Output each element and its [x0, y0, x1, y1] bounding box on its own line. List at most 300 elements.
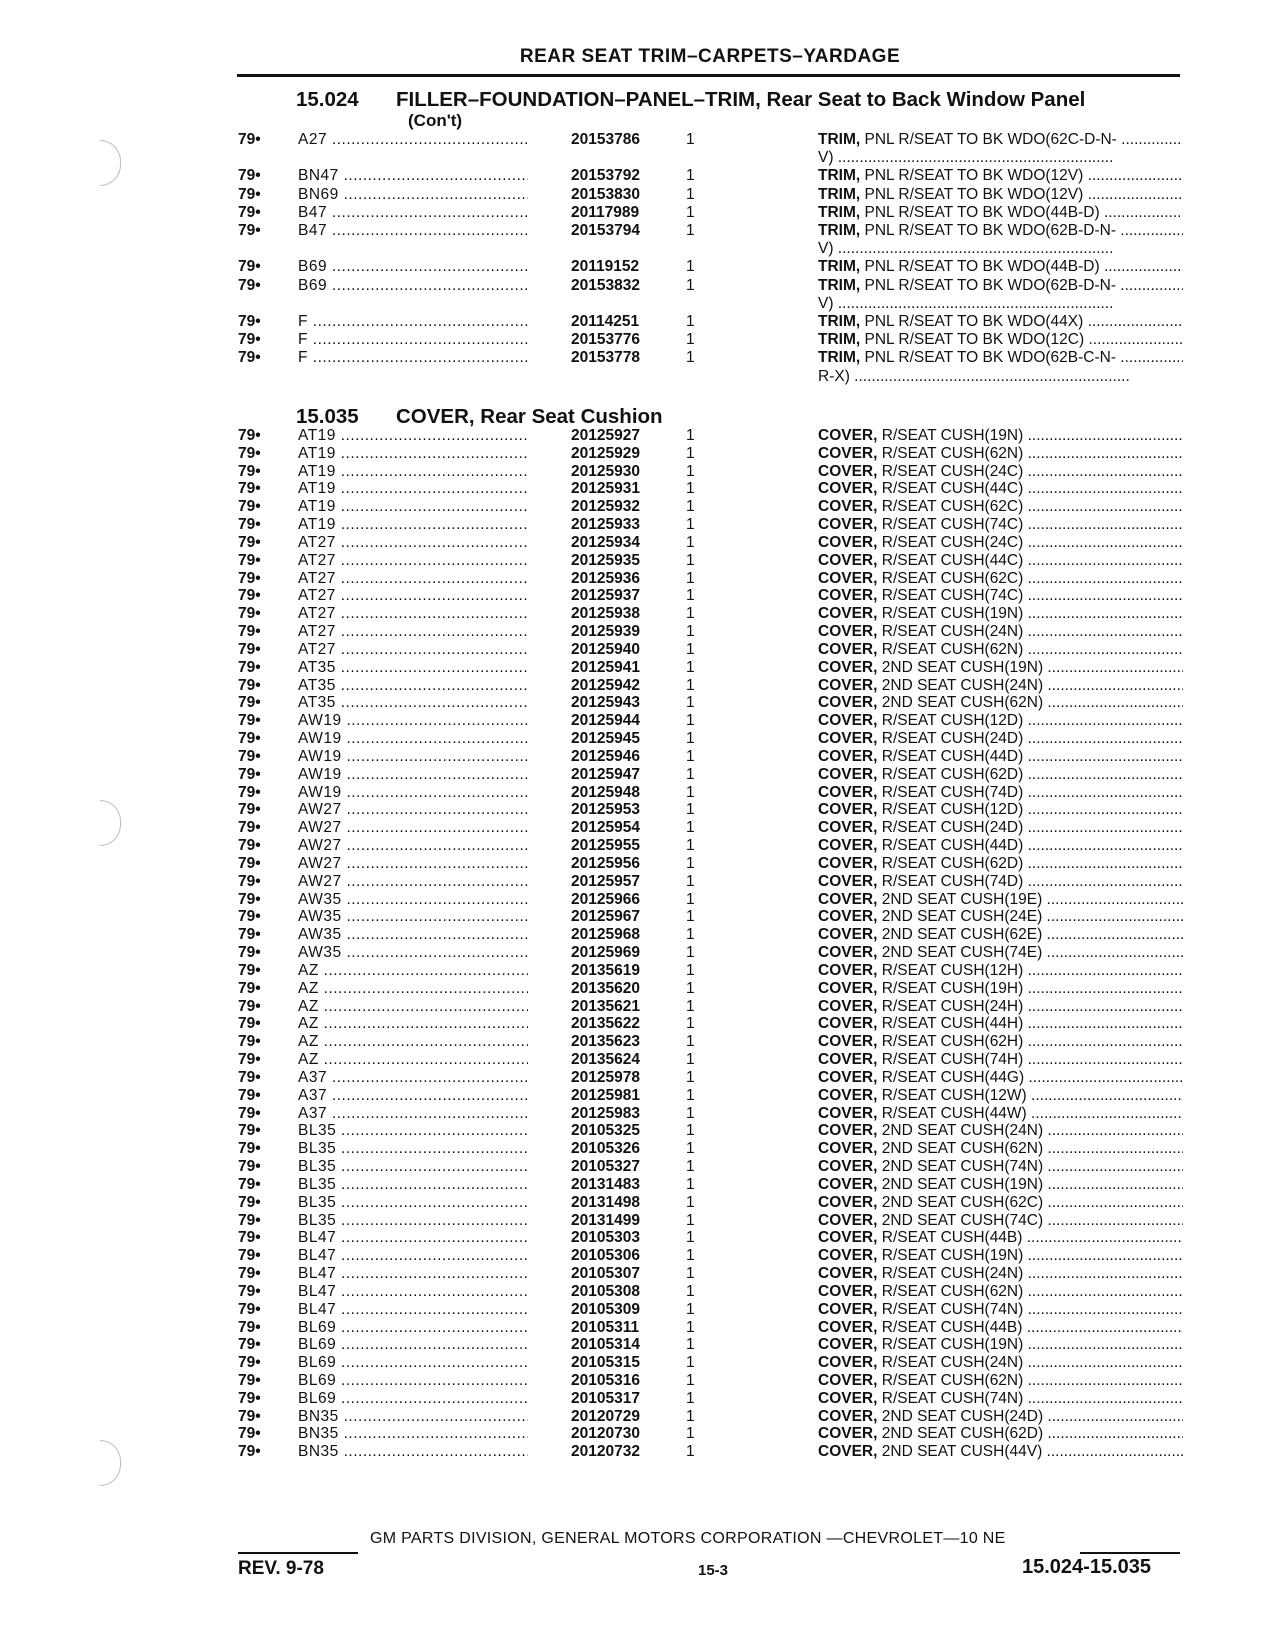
table-row — [238, 480, 1183, 498]
description-text: 2ND SEAT CUSH(19E) — [881, 890, 1043, 908]
table-row — [238, 944, 1183, 962]
part-number: 20125956 — [571, 854, 640, 872]
body-code: AW19 ..... — [298, 712, 528, 730]
description — [818, 1425, 1183, 1443]
figure-number: 79• — [238, 1086, 261, 1104]
description — [818, 534, 1183, 552]
description-text: PNL R/SEAT TO BK WDO(44B-D) — [864, 203, 1100, 221]
table-row — [238, 349, 1183, 367]
quantity: 1 — [686, 1425, 695, 1443]
description-noun: COVER, — [818, 1158, 878, 1176]
body-code: AT35 ..... — [298, 694, 528, 712]
quantity: 1 — [686, 222, 695, 239]
figure-number: 79• — [238, 1265, 261, 1282]
table-row — [238, 1087, 1183, 1105]
description-text: R/SEAT CUSH(44B) — [881, 1318, 1023, 1336]
body-code: A37 ..... — [298, 1105, 528, 1123]
description-text: R/SEAT CUSH(44C) — [881, 551, 1024, 569]
body-code: AT27 ..... — [298, 641, 528, 659]
figure-number: 79• — [238, 640, 261, 658]
table-row — [238, 623, 1183, 641]
part-number: 20135620 — [571, 979, 640, 997]
description — [818, 1354, 1183, 1372]
body-code: BL35 ..... — [298, 1122, 528, 1140]
figure-number: 79• — [238, 908, 261, 926]
figure-number: 79• — [238, 258, 261, 276]
description-text: R/SEAT CUSH(24N) — [881, 1265, 1024, 1282]
description-noun: COVER, — [818, 480, 878, 498]
description — [818, 1069, 1183, 1087]
table-row — [238, 1443, 1183, 1461]
figure-number: 79• — [238, 222, 261, 239]
part-number: 20153832 — [571, 276, 640, 294]
table-row — [238, 766, 1183, 784]
description-text: 2ND SEAT CUSH(24N) — [881, 676, 1044, 694]
quantity: 1 — [686, 819, 695, 837]
description-text: PNL R/SEAT TO BK WDO(62B-C-N- — [864, 349, 1116, 367]
description — [818, 516, 1183, 534]
description-noun: COVER, — [818, 961, 878, 979]
part-number: 20105326 — [571, 1140, 640, 1158]
table-row — [238, 998, 1183, 1016]
description — [818, 1158, 1183, 1176]
body-code: BL69 ..... — [298, 1354, 528, 1372]
description-noun: COVER, — [818, 926, 878, 944]
quantity: 1 — [686, 349, 695, 367]
table-row — [238, 1140, 1183, 1158]
quantity: 1 — [686, 533, 695, 551]
section-heading — [296, 88, 1085, 112]
figure-number: 79• — [238, 427, 261, 444]
description — [818, 730, 1183, 748]
section-number: 15.024 — [296, 88, 359, 111]
part-number: 20125942 — [571, 676, 640, 694]
description — [818, 891, 1183, 909]
description-noun: COVER, — [818, 1033, 878, 1051]
table-row — [238, 1122, 1183, 1140]
figure-number: 79• — [238, 1318, 261, 1336]
description-noun: COVER, — [818, 516, 878, 534]
part-number: 20125936 — [571, 569, 640, 587]
figure-number: 79• — [238, 480, 261, 498]
body-code: AZ ..... — [298, 1051, 528, 1069]
description-text: R/SEAT CUSH(62D) — [881, 765, 1024, 783]
description-text: R/SEAT CUSH(44W) — [881, 1104, 1027, 1122]
table-row — [238, 186, 1183, 204]
quantity: 1 — [686, 730, 695, 748]
part-number: 20125940 — [571, 640, 640, 658]
table-row — [238, 677, 1183, 695]
table-row — [238, 427, 1183, 445]
part-number: 20135624 — [571, 1051, 640, 1069]
body-code: AW27 ..... — [298, 837, 528, 855]
description-noun: TRIM, — [818, 349, 861, 367]
description-noun: COVER, — [818, 1015, 878, 1033]
body-code: AT35 ..... — [298, 677, 528, 695]
part-number: 20153792 — [571, 167, 640, 185]
table-row — [238, 204, 1183, 222]
description — [818, 641, 1183, 659]
description-text: R/SEAT CUSH(24N) — [881, 1354, 1024, 1372]
description-text: 2ND SEAT CUSH(19N) — [881, 1175, 1044, 1193]
description-noun: COVER, — [818, 819, 878, 837]
quantity: 1 — [686, 1247, 695, 1265]
description — [818, 1212, 1183, 1230]
part-number: 20125929 — [571, 444, 640, 462]
description-noun: COVER, — [818, 1265, 878, 1282]
description-text: R/SEAT CUSH(74D) — [881, 872, 1024, 890]
body-code: AW19 ..... — [298, 766, 528, 784]
quantity: 1 — [686, 1104, 695, 1122]
quantity: 1 — [686, 1175, 695, 1193]
table-row — [238, 570, 1183, 588]
description-noun: COVER, — [818, 872, 878, 890]
description-noun: COVER, — [818, 623, 878, 641]
figure-number: 79• — [238, 694, 261, 712]
figure-number: 79• — [238, 623, 261, 641]
figure-number: 79• — [238, 819, 261, 837]
description-text: R/SEAT CUSH(44B) — [881, 1229, 1023, 1247]
quantity: 1 — [686, 427, 695, 444]
description-noun: TRIM, — [818, 131, 861, 148]
description-text: R/SEAT CUSH(12D) — [881, 801, 1024, 819]
body-code: BL35 ..... — [298, 1212, 528, 1230]
description-text: PNL R/SEAT TO BK WDO(62C-D-N- — [864, 131, 1117, 148]
description — [818, 463, 1183, 481]
quantity: 1 — [686, 167, 695, 185]
description-text: R/SEAT CUSH(44C) — [881, 480, 1024, 498]
table-row — [238, 331, 1183, 349]
figure-number: 79• — [238, 551, 261, 569]
description-text: R/SEAT CUSH(62C) — [881, 569, 1024, 587]
table-row — [238, 167, 1183, 185]
body-code: B69 ..... — [298, 277, 528, 295]
part-number: 20125981 — [571, 1086, 640, 1104]
part-number: 20153776 — [571, 331, 640, 349]
description — [818, 349, 1183, 367]
description — [818, 1194, 1183, 1212]
description-noun: COVER, — [818, 1175, 878, 1193]
description-noun: COVER, — [818, 801, 878, 819]
quantity: 1 — [686, 1158, 695, 1176]
figure-number: 79• — [238, 349, 261, 367]
page-title: REAR SEAT TRIM–CARPETS–YARDAGE — [519, 46, 901, 67]
description-text: R/SEAT CUSH(62N) — [881, 444, 1024, 462]
part-number: 20125927 — [571, 427, 640, 444]
description-text: R/SEAT CUSH(24H) — [881, 997, 1024, 1015]
table-row — [238, 659, 1183, 677]
description — [818, 1140, 1183, 1158]
description-noun: COVER, — [818, 533, 878, 551]
description — [818, 1336, 1183, 1354]
section-heading — [296, 405, 663, 429]
quantity: 1 — [686, 783, 695, 801]
body-code: AW27 ..... — [298, 855, 528, 873]
description-noun: COVER, — [818, 1211, 878, 1229]
body-code: BL35 ..... — [298, 1140, 528, 1158]
body-code: AT19 ..... — [298, 498, 528, 516]
quantity: 1 — [686, 1265, 695, 1282]
section-subtitle: (Con't) — [408, 111, 463, 130]
quantity: 1 — [686, 1051, 695, 1069]
description-text: R/SEAT CUSH(19N) — [881, 427, 1024, 444]
description — [818, 677, 1183, 695]
description-noun: COVER, — [818, 908, 878, 926]
figure-number: 79• — [238, 926, 261, 944]
table-row — [238, 131, 1183, 149]
description — [818, 837, 1183, 855]
table-row — [238, 1336, 1183, 1354]
body-code: F ..... — [298, 349, 528, 367]
body-code: AT19 ..... — [298, 463, 528, 481]
quantity: 1 — [686, 926, 695, 944]
description-text: PNL R/SEAT TO BK WDO(44X) — [864, 313, 1084, 330]
figure-number: 79• — [238, 658, 261, 676]
body-code: BN35 ..... — [298, 1443, 528, 1461]
part-number: 20105314 — [571, 1336, 640, 1354]
quantity: 1 — [686, 623, 695, 641]
figure-number: 79• — [238, 1371, 261, 1389]
table-row — [238, 694, 1183, 712]
part-number: 20117989 — [571, 203, 640, 221]
table-row — [238, 712, 1183, 730]
section-range: 15.024-15.035 — [1022, 1556, 1152, 1578]
figure-number: 79• — [238, 1354, 261, 1372]
figure-number: 79• — [238, 185, 261, 203]
table-row — [238, 605, 1183, 623]
description — [818, 1408, 1183, 1426]
figure-number: 79• — [238, 783, 261, 801]
description-text: 2ND SEAT CUSH(24E) — [881, 908, 1043, 926]
body-code: AW27 ..... — [298, 801, 528, 819]
body-code: A37 ..... — [298, 1087, 528, 1105]
part-number: 20105325 — [571, 1122, 640, 1140]
description — [818, 712, 1183, 730]
quantity: 1 — [686, 1371, 695, 1389]
figure-number: 79• — [238, 203, 261, 221]
body-code: BL69 ..... — [298, 1390, 528, 1408]
description — [818, 498, 1183, 516]
description-text: R/SEAT CUSH(74N) — [881, 1300, 1024, 1318]
figure-number: 79• — [238, 837, 261, 855]
table-row — [238, 962, 1183, 980]
description-text: R/SEAT CUSH(74C) — [881, 516, 1024, 534]
description-noun: COVER, — [818, 1247, 878, 1265]
description — [818, 998, 1183, 1016]
part-number: 20153830 — [571, 185, 640, 203]
figure-number: 79• — [238, 498, 261, 516]
figure-number: 79• — [238, 1336, 261, 1354]
part-number: 20105316 — [571, 1371, 640, 1389]
figure-number: 79• — [238, 1051, 261, 1069]
description — [818, 962, 1183, 980]
description — [818, 1051, 1183, 1069]
table-row — [238, 748, 1183, 766]
table-row — [238, 1247, 1183, 1265]
table-row — [238, 891, 1183, 909]
description-text: 2ND SEAT CUSH(74N) — [881, 1158, 1044, 1176]
description-noun: COVER, — [818, 1140, 878, 1158]
description-noun: COVER, — [818, 1336, 878, 1354]
table-row — [238, 313, 1183, 331]
description-text: R/SEAT CUSH(19N) — [881, 605, 1024, 623]
quantity: 1 — [686, 131, 695, 148]
part-number: 20125943 — [571, 694, 640, 712]
figure-number: 79• — [238, 854, 261, 872]
body-code: BN47 ..... — [298, 167, 528, 185]
quantity: 1 — [686, 872, 695, 890]
part-number: 20125966 — [571, 890, 640, 908]
description-noun: COVER, — [818, 1229, 878, 1247]
description — [818, 427, 1183, 445]
figure-number: 79• — [238, 587, 261, 605]
description-text: R/SEAT CUSH(24D) — [881, 819, 1024, 837]
description-noun: COVER, — [818, 1068, 878, 1086]
description — [818, 623, 1183, 641]
part-number: 20125937 — [571, 587, 640, 605]
quantity: 1 — [686, 1229, 695, 1247]
body-code: AZ ..... — [298, 1015, 528, 1033]
revision-label: REV. 9-78 — [238, 1558, 324, 1579]
quantity: 1 — [686, 1122, 695, 1140]
description-text: R/SEAT CUSH(44D) — [881, 747, 1024, 765]
body-code: AW19 ..... — [298, 730, 528, 748]
figure-number: 79• — [238, 131, 261, 148]
description-text: R/SEAT CUSH(12W) — [881, 1086, 1027, 1104]
table-row — [238, 1229, 1183, 1247]
body-code: BL47 ..... — [298, 1283, 528, 1301]
quantity: 1 — [686, 1015, 695, 1033]
part-number: 20125983 — [571, 1104, 640, 1122]
body-code: AW27 ..... — [298, 819, 528, 837]
description-noun: COVER, — [818, 854, 878, 872]
description — [818, 873, 1183, 891]
description-text: R/SEAT CUSH(44G) — [881, 1068, 1025, 1086]
part-number: 20125931 — [571, 480, 640, 498]
description-noun: COVER, — [818, 1122, 878, 1140]
quantity: 1 — [686, 1443, 695, 1461]
description-noun: COVER, — [818, 1318, 878, 1336]
body-code: BL69 ..... — [298, 1372, 528, 1390]
table-row — [238, 1265, 1183, 1283]
description-noun: TRIM, — [818, 222, 861, 239]
description-text: R/SEAT CUSH(62N) — [881, 1371, 1024, 1389]
description-continuation: R-X) ..... — [818, 368, 1183, 386]
body-code: AZ ..... — [298, 962, 528, 980]
figure-number: 79• — [238, 1068, 261, 1086]
description — [818, 1087, 1183, 1105]
description-noun: COVER, — [818, 498, 878, 516]
description — [818, 605, 1183, 623]
description-noun: COVER, — [818, 605, 878, 623]
description-noun: COVER, — [818, 569, 878, 587]
part-number: 20125935 — [571, 551, 640, 569]
part-number: 20125948 — [571, 783, 640, 801]
description-noun: COVER, — [818, 1086, 878, 1104]
quantity: 1 — [686, 908, 695, 926]
description-text: PNL R/SEAT TO BK WDO(62B-D-N- — [864, 276, 1116, 294]
part-number: 20125934 — [571, 533, 640, 551]
figure-number: 79• — [238, 1104, 261, 1122]
body-code: B47 ..... — [298, 204, 528, 222]
part-number: 20125967 — [571, 908, 640, 926]
quantity: 1 — [686, 1211, 695, 1229]
description-text: R/SEAT CUSH(62N) — [881, 1282, 1024, 1300]
part-number: 20125946 — [571, 747, 640, 765]
table-row — [238, 1176, 1183, 1194]
description — [818, 1301, 1183, 1319]
part-number: 20125955 — [571, 837, 640, 855]
quantity: 1 — [686, 276, 695, 294]
description-noun: COVER, — [818, 427, 878, 444]
quantity: 1 — [686, 551, 695, 569]
body-code: AT27 ..... — [298, 552, 528, 570]
quantity: 1 — [686, 1086, 695, 1104]
body-code: BL69 ..... — [298, 1336, 528, 1354]
description-noun: COVER, — [818, 837, 878, 855]
part-number: 20114251 — [571, 313, 640, 330]
part-number: 20125947 — [571, 765, 640, 783]
body-code: BL35 ..... — [298, 1158, 528, 1176]
figure-number: 79• — [238, 997, 261, 1015]
description — [818, 1247, 1183, 1265]
body-code: F ..... — [298, 331, 528, 349]
quantity: 1 — [686, 1140, 695, 1158]
part-number: 20135619 — [571, 961, 640, 979]
description-text: R/SEAT CUSH(74C) — [881, 587, 1024, 605]
part-number: 20105306 — [571, 1247, 640, 1265]
description-noun: COVER, — [818, 997, 878, 1015]
figure-number: 79• — [238, 1033, 261, 1051]
description-noun: TRIM, — [818, 203, 861, 221]
section-title: COVER, Rear Seat Cushion — [396, 405, 663, 428]
part-number: 20120732 — [571, 1443, 640, 1461]
footer-rule — [1080, 1552, 1180, 1554]
table-row — [238, 463, 1183, 481]
table-row — [238, 855, 1183, 873]
description — [818, 1033, 1183, 1051]
figure-number: 79• — [238, 747, 261, 765]
body-code: AT27 ..... — [298, 605, 528, 623]
table-row — [238, 784, 1183, 802]
description — [818, 570, 1183, 588]
description-continuation: V) ..... — [818, 240, 1183, 258]
body-code: BL69 ..... — [298, 1319, 528, 1337]
part-number: 20125939 — [571, 623, 640, 641]
body-code: AW35 ..... — [298, 926, 528, 944]
quantity: 1 — [686, 185, 695, 203]
quantity: 1 — [686, 854, 695, 872]
part-number: 20125954 — [571, 819, 640, 837]
description-noun: COVER, — [818, 694, 878, 712]
description-noun: COVER, — [818, 1300, 878, 1318]
description-noun: COVER, — [818, 676, 878, 694]
body-code: BN35 ..... — [298, 1425, 528, 1443]
table-row — [238, 837, 1183, 855]
description — [818, 277, 1183, 295]
quantity: 1 — [686, 1282, 695, 1300]
description-text: R/SEAT CUSH(19H) — [881, 979, 1024, 997]
table-row — [238, 1372, 1183, 1390]
description-noun: COVER, — [818, 1425, 878, 1443]
description-text: 2ND SEAT CUSH(74C) — [881, 1211, 1044, 1229]
quantity: 1 — [686, 1354, 695, 1372]
description-text: R/SEAT CUSH(24C) — [881, 533, 1024, 551]
table-row — [238, 873, 1183, 891]
description — [818, 855, 1183, 873]
figure-number: 79• — [238, 1443, 261, 1461]
figure-number: 79• — [238, 462, 261, 480]
